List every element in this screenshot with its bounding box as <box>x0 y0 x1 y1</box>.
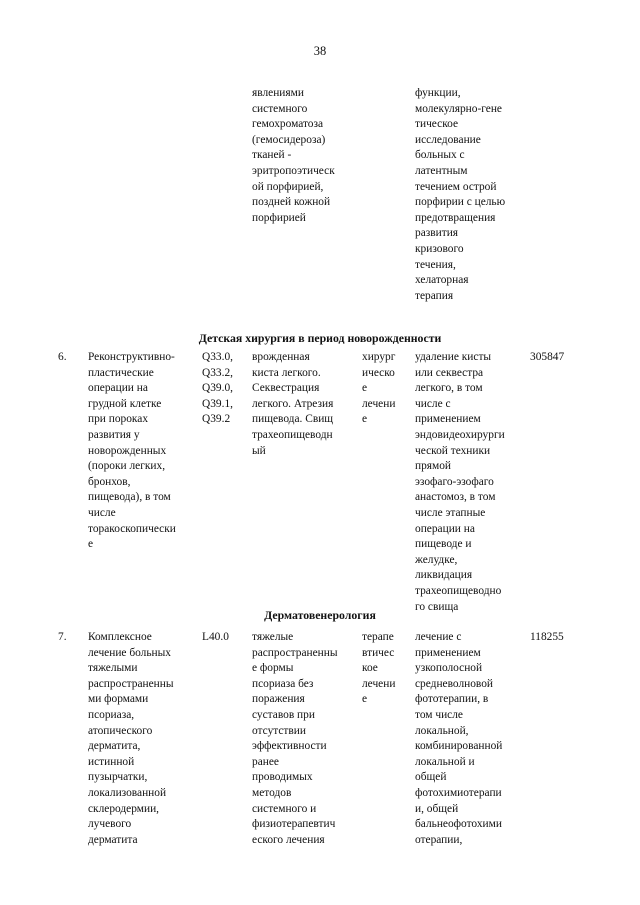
row-cost-cell: 118255 <box>530 631 564 643</box>
continued-method-cell: функции, молекулярно-гене тическое исследование больных с латентным течением острой порфирии с целью предотвращения развития кризового течения, хелаторная терапия <box>415 87 506 302</box>
row-method-cell: лечение с применением узкополосной средневолновой фототерапии, в том числе локальной, комбинированной локальной и общей фотохимиотерапи и, общей бальнеофотохими отерапии, <box>415 631 503 846</box>
row-treatment-type-cell: терапе втичес кое лечени е <box>362 631 396 706</box>
row-name-cell: Реконструктивно- пластические операции на грудной клетке при пороках развития у новорожденных (пороки легких, бронхов, пищевода), в том числе торакоскопически е <box>88 351 176 551</box>
row-number: 6. <box>58 351 67 363</box>
page-number: 38 <box>313 44 327 58</box>
row-number: 7. <box>58 631 67 643</box>
continued-indications-cell: явлениями системного гемохроматоза (гемосидероза) тканей - эритропоэтическ ой порфирией, поздней кожной порфирией <box>252 87 335 224</box>
row-method-cell: удаление кисты или секвестра легкого, в том числе с применением эндовидеохирурги ческой техники прямой эзофаго-эзофаго анастомоз, в том числе этапные операции на пищеводе и желудке, ликвидация трахеопищеводно го свища <box>415 351 505 613</box>
row-model-cell: врожденная киста легкого. Секвестрация легкого. Атрезия пищевода. Свищ трахеопищеводн ый <box>252 351 334 457</box>
section-heading-pediatric-surgery: Детская хирургия в период новорожденности <box>198 331 442 345</box>
row-treatment-type-cell: хирург ическо е лечени е <box>362 351 396 426</box>
row-cost-cell: 305847 <box>530 351 565 363</box>
row-name-cell: Комплексное лечение больных тяжелыми распространенны ми формами псориаза, атопического дерматита, истинной пузырчатки, локализованной склеродермии, лучевого дерматита <box>88 631 174 846</box>
row-codes-cell: Q33.0, Q33.2, Q39.0, Q39.1, Q39.2 <box>202 351 234 426</box>
row-codes-cell: L40.0 <box>202 631 229 643</box>
section-heading-dermatovenereology: Дерматовенерология <box>264 608 376 622</box>
row-model-cell: тяжелые распространенны е формы псориаза без поражения суставов при отсутствии эффективности ранее проводимых методов системного и физиотерапевтич еского лечения <box>252 631 338 846</box>
